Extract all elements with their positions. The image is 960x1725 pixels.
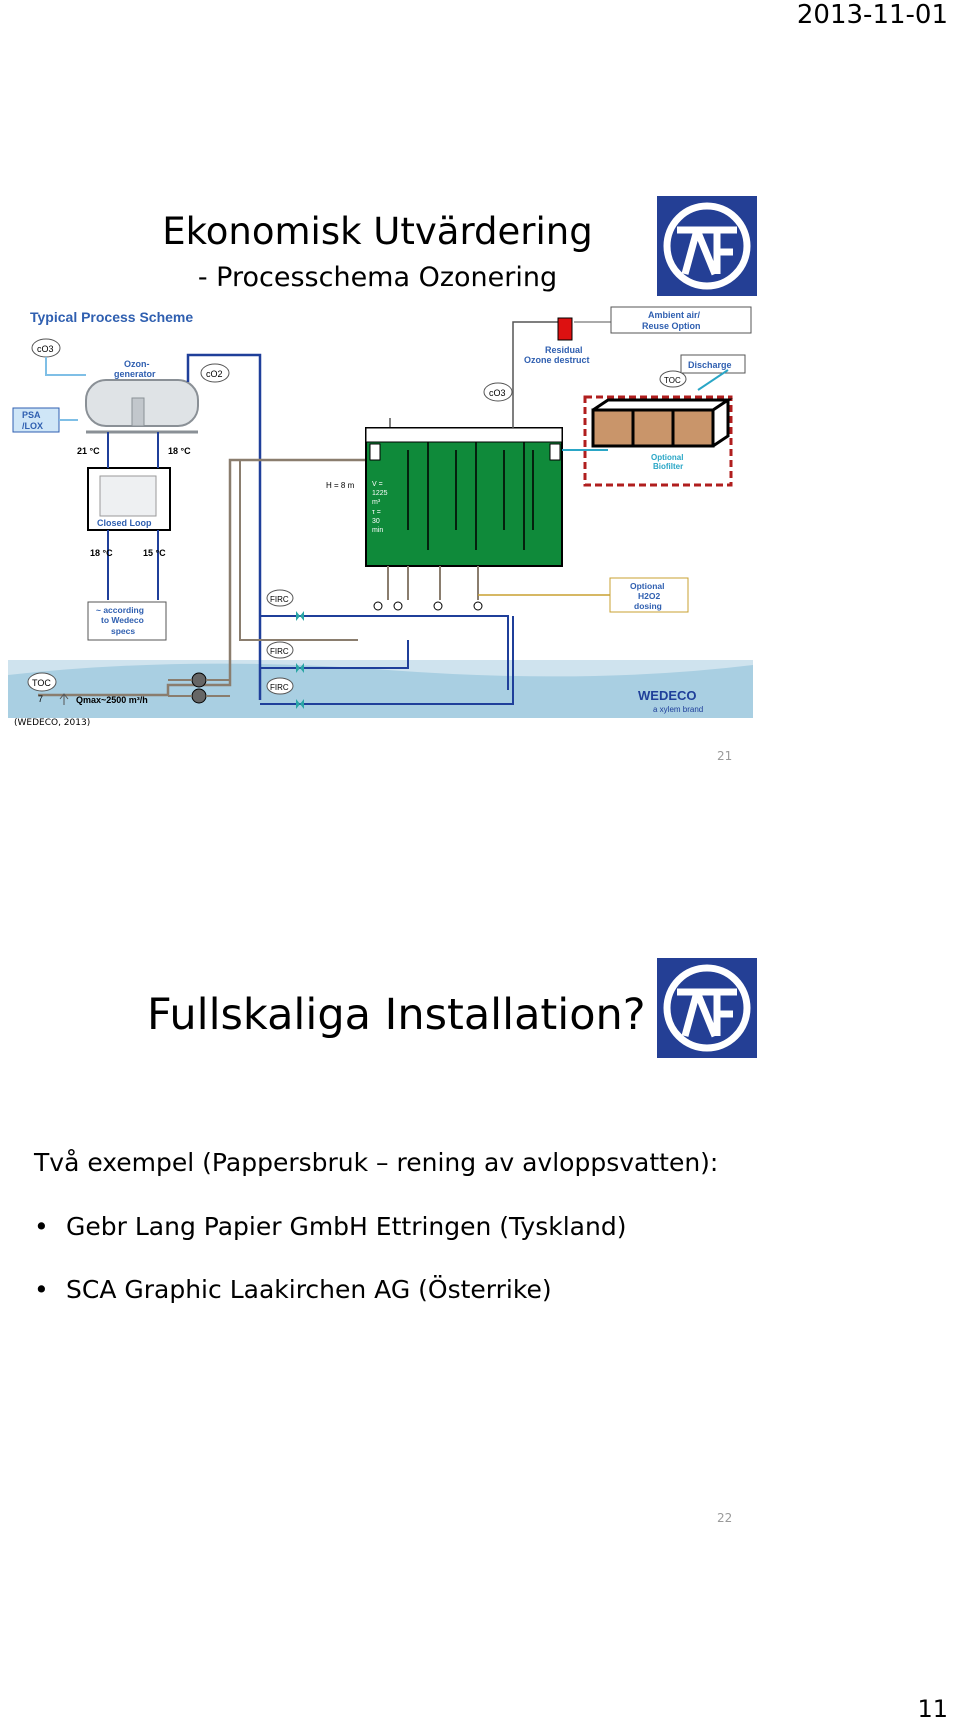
label-tau2: 30 — [372, 518, 380, 525]
label-lox: /LOX — [22, 421, 44, 431]
label-acc1: ~ according — [96, 605, 144, 615]
label-acc2: to Wedeco — [101, 615, 144, 625]
label-discharge: Discharge — [688, 360, 732, 370]
page-number: 11 — [917, 1695, 948, 1723]
label-t21: 21 °C — [77, 446, 100, 456]
label-firc3: FIRC — [270, 683, 289, 692]
label-v1: V = — [372, 481, 383, 488]
bullet-text: Gebr Lang Papier GmbH Ettringen (Tyskland) — [66, 1212, 627, 1241]
label-t18b: 18 °C — [90, 548, 113, 558]
label-h2o2-2: H2O2 — [638, 591, 661, 601]
slide2-bullet-list — [34, 1212, 626, 1338]
label-firc1: FIRC — [270, 595, 289, 604]
slide1-title: Ekonomisk Utvärdering — [162, 210, 593, 253]
label-residual1: Residual — [545, 345, 583, 355]
diagram-heading: Typical Process Scheme — [30, 309, 194, 325]
list-item — [34, 1275, 626, 1338]
slide2-intro: Två exempel (Pappersbruk – rening av avloppsvatten): — [34, 1148, 719, 1177]
header-date: 2013-11-01 — [796, 0, 948, 30]
label-t15: 15 °C — [143, 548, 166, 558]
slide1-subtitle: - Processchema Ozonering — [197, 262, 558, 293]
bullet-icon: • — [34, 1275, 49, 1304]
af-logo — [657, 196, 757, 296]
label-co3-top: cO3 — [37, 344, 54, 354]
label-h2o2-3: dosing — [634, 601, 662, 611]
label-toc-val: 7 — [38, 694, 44, 704]
label-t18a: 18 °C — [168, 446, 191, 456]
slide2-number: 22 — [717, 1511, 733, 1525]
label-h2o2-1: Optional — [630, 581, 665, 591]
label-ambient1: Ambient air/ — [648, 310, 701, 320]
label-toc-left: TOC — [32, 678, 51, 688]
slide1-source: (WEDECO, 2013) — [14, 718, 91, 728]
label-tau3: min — [372, 527, 384, 534]
label-closed-loop: Closed Loop — [97, 518, 152, 528]
process-scheme-diagram — [8, 300, 753, 718]
label-co3-mid: cO3 — [489, 388, 506, 398]
label-co2: cO2 — [206, 369, 223, 379]
label-h: H = 8 m — [326, 481, 355, 490]
label-psa: PSA — [22, 410, 41, 420]
list-item — [34, 1212, 626, 1275]
bullet-icon: • — [34, 1212, 49, 1241]
af-logo-icon — [657, 958, 757, 1058]
label-acc3: specs — [111, 626, 136, 636]
label-tau1: τ = — [372, 509, 381, 516]
label-ozon2: generator — [114, 369, 156, 379]
label-toc-right: TOC — [664, 376, 681, 385]
slide1-number: 21 — [717, 749, 733, 763]
label-brand-sub: a xylem brand — [653, 705, 704, 714]
af-logo-2 — [657, 958, 757, 1058]
label-ozon1: Ozon- — [124, 359, 150, 369]
label-firc2: FIRC — [270, 647, 289, 656]
label-ambient2: Reuse Option — [642, 321, 701, 331]
label-biofilter2: Biofilter — [653, 462, 684, 471]
label-v2: 1225 — [372, 490, 388, 497]
af-logo-icon — [657, 196, 757, 296]
label-brand: WEDECO — [638, 688, 697, 703]
slide2-title: Fullskaliga Installation? — [147, 990, 646, 1040]
bullet-text: SCA Graphic Laakirchen AG (Österrike) — [66, 1275, 552, 1304]
label-v3: m³ — [372, 499, 381, 506]
label-biofilter1: Optional — [651, 453, 684, 462]
label-qmax: Qmax~2500 m³/h — [76, 695, 148, 705]
label-residual2: Ozone destruct — [524, 355, 590, 365]
